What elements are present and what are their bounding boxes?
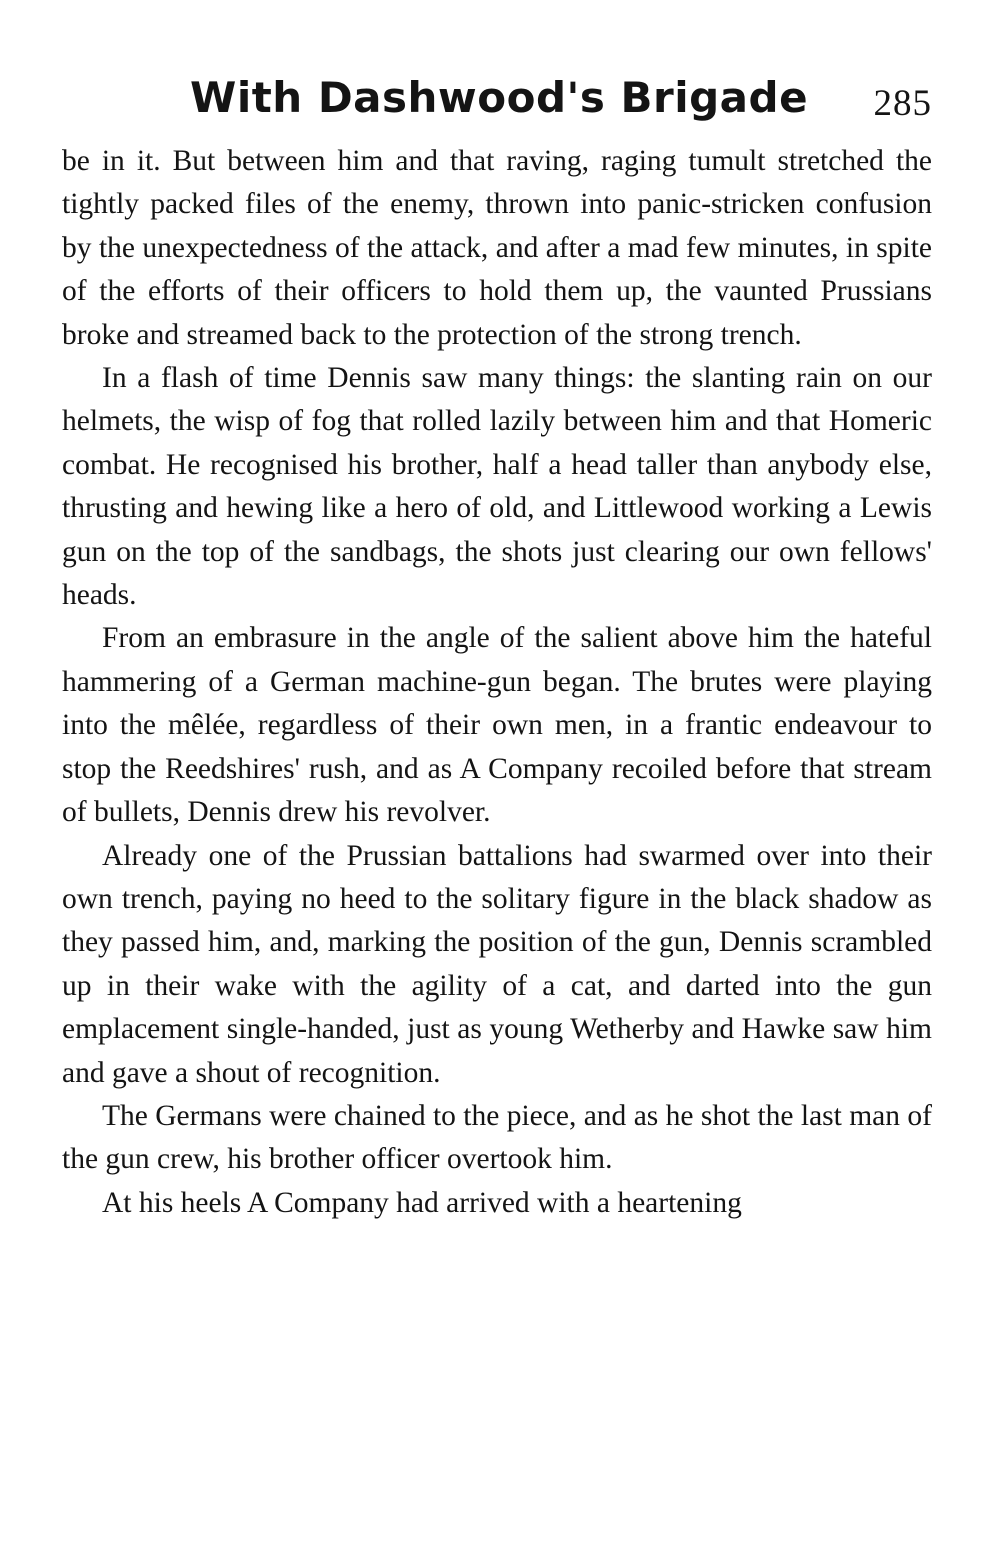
- paragraph: be in it. But between him and that raving, raging tumult stretched the tightly packed files of the enemy, thrown into panic-stricken confusion by the unexpectedness of the attack, and after a mad few minutes, in spite of the efforts of their officers to hold them up, the vaunted Prussians broke and streamed back to the protection of the strong trench.: [62, 145, 932, 351]
- paragraph: In a flash of time Dennis saw many things: the slanting rain on our helmets, the wisp of fog that rolled lazily between him and that Homeric combat. He recognised his brother, half a head taller than anybody else, thrusting and hewing like a hero of old, and Littlewood working a Lewis gun on the top of the sandbags, the shots just clearing our own fellows' heads.: [62, 362, 932, 612]
- paragraph: Already one of the Prussian battalions had swarmed over into their own trench, paying no heed to the solitary figure in the black shadow as they passed him, and, marking the position of the gun, Dennis scrambled up in their wake with the agility of a cat, and darted into the gun emplacement single-handed, just as young Wetherby and Hawke saw him and gave a shout of recognition.: [62, 839, 932, 1089]
- paragraph: The Germans were chained to the piece, and as he shot the last man of the gun crew, his brother officer overtook him.: [62, 1099, 932, 1176]
- page-number: 285: [873, 83, 932, 124]
- body-text: [62, 140, 932, 1225]
- paragraph: From an embrasure in the angle of the salient above him the hateful hammering of a German machine-gun began. The brutes were playing into the mêlée, regardless of their own men, in a frantic endeavour to stop the Reedshires' rush, and as A Company recoiled before that stream of bullets, Dennis drew his revolver.: [62, 622, 932, 829]
- paragraph: At his heels A Company had arrived with a heartening: [102, 1186, 742, 1219]
- running-title: With Dashwood's Brigade: [190, 73, 809, 122]
